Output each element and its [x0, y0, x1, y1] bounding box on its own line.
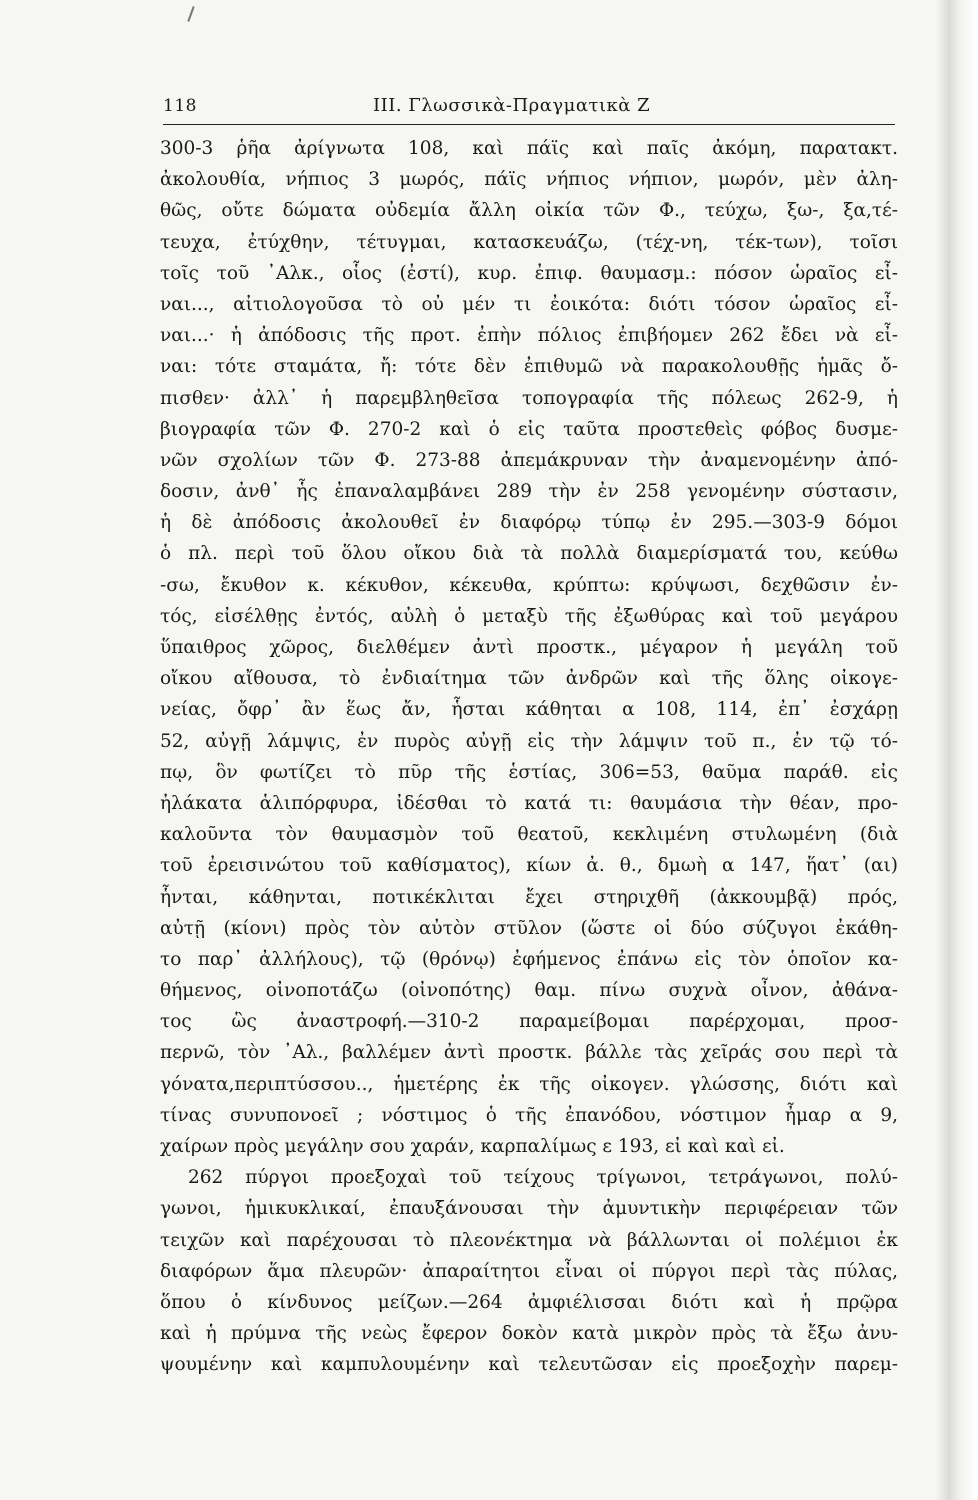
text-line: ἧνται, κάθηνται, ποτικέκλιται ἔχει στηριχθῆ (ἀκκουμβᾷ) πρός,: [160, 886, 898, 908]
text-line: δοσιν, ἀνθ᾿ ἧς ἐπαναλαμβάνει 289 τὴν ἐν 258 γενομένην σύστασιν,: [160, 481, 898, 503]
text-line: τευχα, ἐτύχθην, τέτυγμαι, κατασκευάζω, (τέχ-νη, τέκ-των), τοῖσι: [160, 231, 898, 253]
text-line: γόνατα,περιπτύσσου.., ἡμετέρης ἐκ τῆς οἰκογεν. γλώσσης, διότι καὶ: [160, 1073, 898, 1095]
text-line: αὐτῇ (κίονι) πρὸς τὸν αὐτὸν στῦλον (ὥστε οἱ δύο σύζυγοι ἐκάθη-: [160, 917, 898, 939]
text-line: 300-3 ῥῆα ἀρίγνωτα 108, καὶ πάϊς καὶ παῖς ἀκόμη, παρατακτ.: [160, 138, 898, 159]
text-line: ναι...· ἡ ἀπόδοσις τῆς προτ. ἐπὴν πόλιος ἐπιβήομεν 262 ἔδει νὰ εἶ-: [160, 325, 898, 347]
text-line: ὁ πλ. περὶ τοῦ ὅλου οἴκου διὰ τὰ πολλὰ διαμερίσματά του, κεύθω: [160, 543, 898, 565]
body-text: [160, 133, 898, 1381]
text-line: θῶς, οὔτε δώματα οὐδεμία ἄλλη οἰκία τῶν Φ., τεύχω, ξω-, ξα,τέ-: [160, 200, 898, 222]
text-line: τοῦ ἐρεισινώτου τοῦ καθίσματος), κίων ἀ. θ., δμωὴ α 147, ἥατ᾿ (αι): [160, 855, 898, 877]
text-line: γωνοι, ἡμικυκλικαί, ἐπαυξάνουσαι τὴν ἀμυντικὴν περιφέρειαν τῶν: [160, 1198, 898, 1220]
text-line: τειχῶν καὶ παρέχουσαι τὸ πλεονέκτημα νὰ βάλλωνται οἱ πολέμιοι ἐκ: [160, 1229, 898, 1251]
page-number: 118: [163, 96, 197, 116]
text-line: ναι..., αἰτιολογοῦσα τὸ οὐ μέν τι ἐοικότα: διότι τόσον ὡραῖος εἶ-: [160, 293, 898, 315]
text-line: νῶν σχολίων τῶν Φ. 273-88 ἀπεμάκρυναν τὴν ἀναμενομένην ἀπό-: [160, 449, 898, 471]
text-line: χαίρων πρὸς μεγάλην σου χαράν, καρπαλίμως ε 193, εἰ καὶ καὶ εἰ.: [160, 1136, 785, 1157]
text-line: 262 πύργοι προεξοχαὶ τοῦ τείχους τρίγωνοι, τετράγωνοι, πολύ-: [188, 1167, 898, 1189]
text-line: -σω, ἔκυθον κ. κέκυθον, κέκευθα, κρύπτω: κρύψωσι, δεχθῶσιν ἐν-: [160, 574, 898, 596]
text-line: ἀκολουθία, νήπιος 3 μωρός, πάϊς νήπιος νήπιον, μωρόν, μὲν ἀλη-: [160, 169, 898, 191]
text-line: καὶ ἡ πρύμνα τῆς νεὼς ἔφερον δοκὸν κατὰ μικρὸν πρὸς τὰ ἔξω ἀνυ-: [160, 1323, 898, 1345]
text-line: πισθεν· ἀλλ᾿ ἡ παρεμβληθεῖσα τοπογραφία τῆς πόλεως 262-9, ἡ: [160, 387, 898, 409]
text-line: οἴκου αἴθουσα, τὸ ἐνδιαίτημα τῶν ἀνδρῶν καὶ τῆς ὅλης οἰκογε-: [160, 668, 898, 690]
text-line: ἡ δὲ ἀπόδοσις ἀκολουθεῖ ἐν διαφόρῳ τύπῳ ἐν 295.—303-9 δόμοι: [160, 512, 898, 534]
text-line: ὕπαιθρος χῶρος, διελθέμεν ἀντὶ προστκ., μέγαρον ἡ μεγάλη τοῦ: [160, 637, 898, 658]
text-line: διαφόρων ἅμα πλευρῶν· ἀπαραίτητοι εἶναι οἱ πύργοι περὶ τὰς πύλας,: [160, 1260, 898, 1282]
page-header: [163, 96, 895, 125]
text-line: περνῶ, τὸν ᾿Αλ., βαλλέμεν ἀντὶ προστκ. βάλλε τὰς χεῖράς σου περὶ τὰ: [160, 1042, 898, 1064]
text-line: τος ὣς ἀναστροφή.—310-2 παραμείβομαι παρέρχομαι, προσ-: [160, 1011, 898, 1033]
text-line: νείας, ὄφρ᾿ ἂν ἕως ἄν, ἧσται κάθηται α 108, 114, ἐπ᾿ ἐσχάρῃ: [160, 699, 898, 721]
text-line: θήμενος, οἰνοποτάζω (οἰνοπότης) θαμ. πίνω συχνὰ οἶνον, ἀθάνα-: [160, 980, 898, 1002]
text-line: τίνας συνυπονοεῖ ; νόστιμος ὁ τῆς ἐπανόδου, νόστιμον ἦμαρ α 9,: [160, 1104, 898, 1126]
page-edge: [948, 0, 978, 1500]
text-line: πῳ, ὃν φωτίζει τὸ πῦρ τῆς ἑστίας, 306=53, θαῦμα παράθ. εἰς: [160, 761, 898, 783]
text-line: καλοῦντα τὸν θαυμασμὸν τοῦ θεατοῦ, κεκλιμένη στυλωμένη (διὰ: [160, 824, 898, 846]
text-line: ναι: τότε σταμάτα, ἤ: τότε δὲν ἐπιθυμῶ νὰ παρακολουθῇς ἡμᾶς ὄ-: [160, 356, 898, 378]
scan-mark: [187, 6, 194, 22]
text-line: ψουμένην καὶ καμπυλουμένην καὶ τελευτῶσαν εἰς προεξοχὴν παρεμ-: [160, 1354, 898, 1376]
text-line: βιογραφία τῶν Φ. 270-2 καὶ ὁ εἰς ταῦτα προστεθεὶς φόβος δυσμε-: [160, 418, 898, 440]
text-line: τός, εἰσέλθῃς ἐντός, αὐλὴ ὁ μεταξὺ τῆς ἐξωθύρας καὶ τοῦ μεγάρου: [160, 605, 898, 627]
text-line: το παρ᾿ ἀλλήλους), τῷ (θρόνῳ) ἐφήμενος ἐπάνω εἰς τὸν ὁποῖον κα-: [160, 948, 898, 970]
text-line: 52, αὐγῇ λάμψις, ἐν πυρὸς αὐγῇ εἰς τὴν λάμψιν τοῦ π., ἐν τῷ τό-: [160, 730, 898, 752]
text-line: ἠλάκατα ἁλιπόρφυρα, ἰδέσθαι τὸ κατά τι: θαυμάσια τὴν θέαν, προ-: [160, 792, 898, 814]
text-line: ὅπου ὁ κίνδυνος μείζων.—264 ἀμφιέλισσαι διότι καὶ ἡ πρῷρα: [160, 1291, 898, 1313]
running-head: III. Γλωσσικὰ-Πραγματικὰ Ζ: [373, 95, 651, 116]
text-line: τοῖς τοῦ ᾿Αλκ., οἷος (ἐστί), κυρ. ἐπιφ. θαυμασμ.: πόσον ὡραῖος εἶ-: [160, 262, 898, 284]
